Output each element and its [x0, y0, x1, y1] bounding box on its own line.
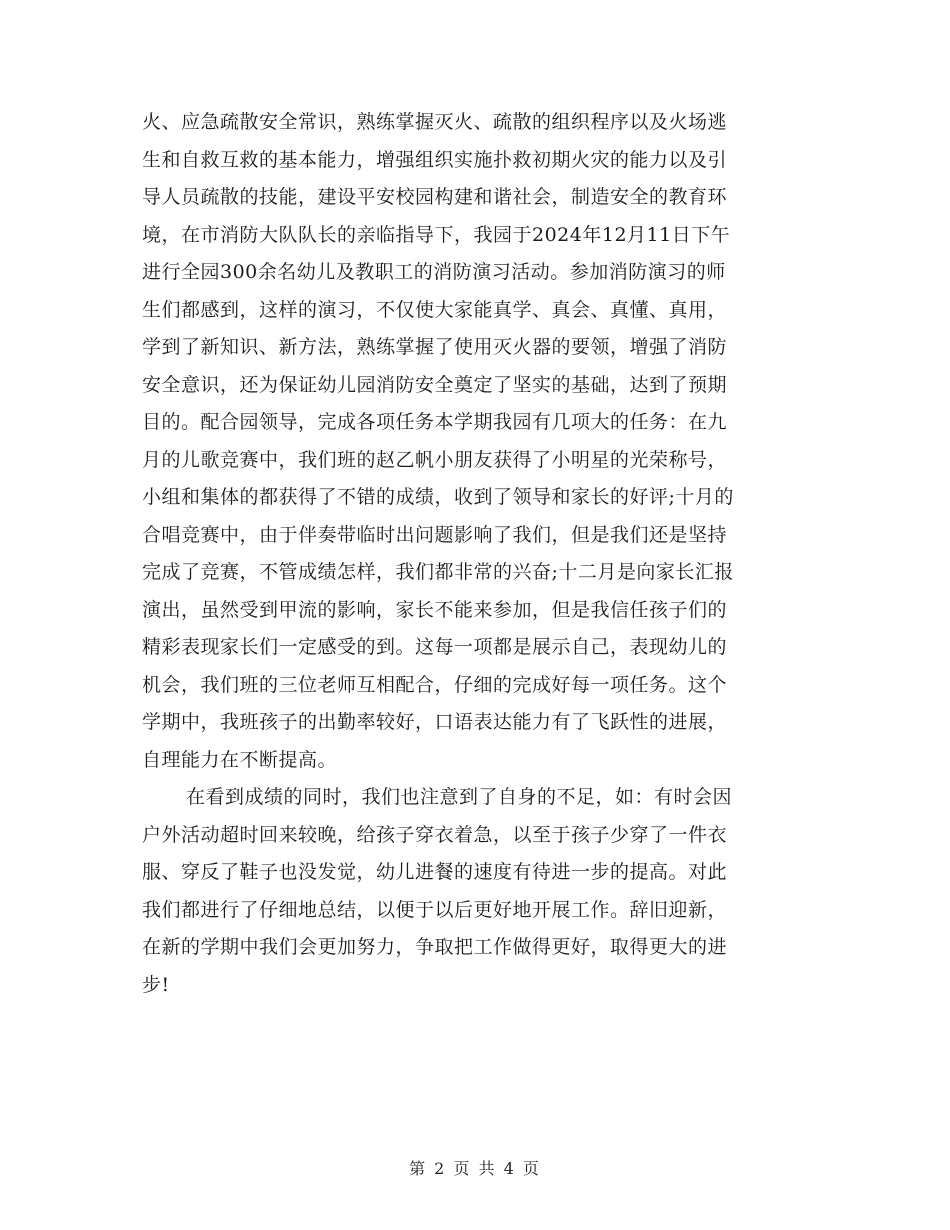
text-line: 在新的学期中我们会更加努力，争取把工作做得更好，取得更大的进: [142, 936, 728, 958]
document-body: [142, 104, 808, 1004]
text-line: 户外活动超时回来较晚，给孩子穿衣着急，以至于孩子少穿了一件衣: [142, 823, 728, 846]
text-line: 精彩表现家长们一定感受的到。这每一项都是展示自己，表现幼儿的: [142, 636, 728, 658]
text-line: 演出，虽然受到甲流的影响，家长不能来参加，但是我信任孩子们的: [142, 598, 728, 621]
text-line: 火、应急疏散安全常识，熟练掌握灭火、疏散的组织程序以及火场逃: [142, 111, 728, 133]
text-line: 进行全园300余名幼儿及教职工的消防演习活动。参加消防演习的师: [142, 261, 726, 283]
text-line: 步!: [142, 973, 170, 996]
paragraph-2: [142, 779, 808, 1004]
text-line: 小组和集体的都获得了不错的成绩，收到了领导和家长的好评;十月的: [142, 486, 734, 508]
paragraph-1: [142, 104, 808, 779]
text-line: 月的儿歌竞赛中，我们班的赵乙帆小朋友获得了小明星的光荣称号，: [142, 448, 728, 471]
text-line: 我们都进行了仔细地总结，以便于以后更好地开展工作。辞旧迎新，: [142, 898, 728, 921]
text-line: 完成了竞赛，不管成绩怎样，我们都非常的兴奋;十二月是向家长汇报: [142, 561, 734, 583]
text-line: 生们都感到，这样的演习，不仅使大家能真学、真会、真懂、真用，: [142, 298, 728, 321]
text-line: 安全意识，还为保证幼儿园消防安全奠定了坚实的基础，达到了预期: [142, 373, 728, 396]
text-line: 生和自救互救的基本能力，增强组织实施扑救初期火灾的能力以及引: [142, 148, 728, 171]
text-line: 服、穿反了鞋子也没发觉，幼儿进餐的速度有待进一步的提高。对此: [142, 861, 728, 883]
text-line: 导人员疏散的技能，建设平安校园构建和谐社会，制造安全的教育环: [142, 186, 728, 208]
text-line: 目的。配合园领导，完成各项任务本学期我园有几项大的任务：在九: [142, 411, 728, 433]
text-line: 自理能力在不断提高。: [142, 748, 338, 771]
text-line: 学到了新知识、新方法，熟练掌握了使用灭火器的要领，增强了消防: [142, 336, 728, 358]
page-number-footer: 第 2 页 共 4 页: [409, 1159, 541, 1178]
text-line: 学期中，我班孩子的出勤率较好，口语表达能力有了飞跃性的进展，: [142, 711, 728, 733]
text-line: 合唱竞赛中，由于伴奏带临时出问题影响了我们，但是我们还是坚持: [142, 523, 728, 546]
text-line: 境，在市消防大队队长的亲临指导下，我园于2024年12月11日下午: [142, 223, 731, 246]
text-line-indented: 在看到成绩的同时，我们也注意到了自身的不足，如：有时会因: [186, 786, 733, 808]
text-line: 机会，我们班的三位老师互相配合，仔细的完成好每一项任务。这个: [142, 673, 728, 696]
